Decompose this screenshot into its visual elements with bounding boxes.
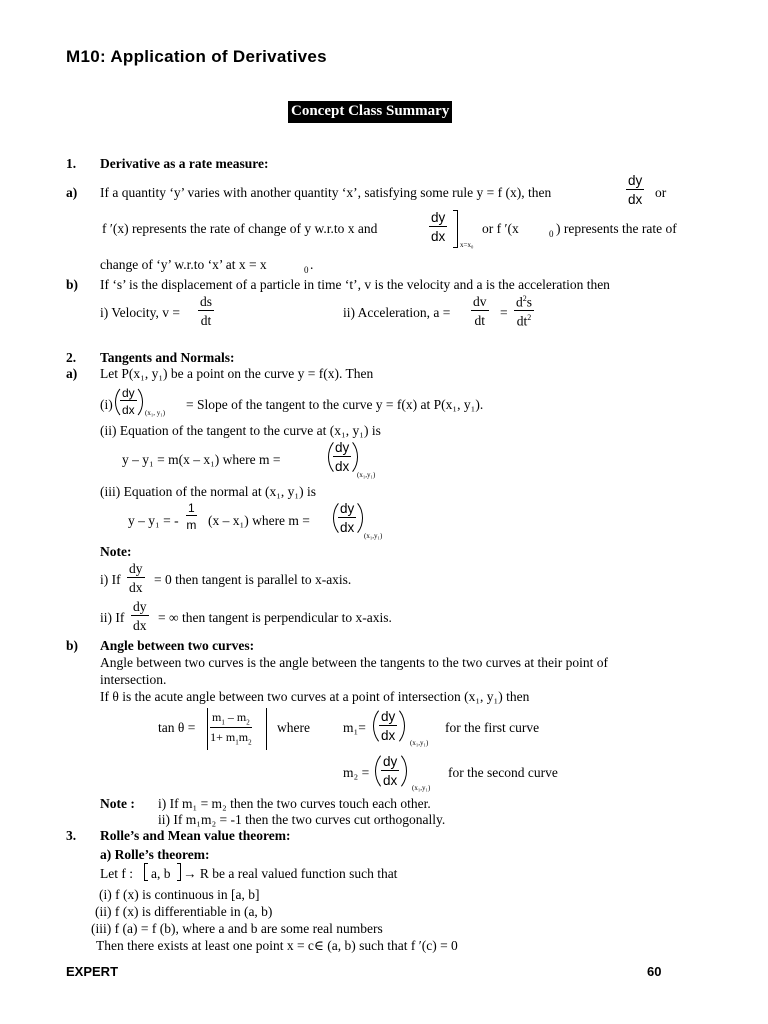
text-line: Then there exists at least one point x = c∈ (a, b) such that f ′(c) = 0: [96, 938, 458, 953]
subscript: (x₁,y₁): [410, 739, 429, 747]
equals: =: [500, 305, 508, 320]
fraction-dy-dx: $\frac{dy}{dx}$: [628, 173, 643, 207]
fraction-m1-m2: $\frac{m_1 - m_2}{1+ m_1m_2}$: [210, 710, 252, 747]
normal-equation: y – y₁ = -: [128, 513, 179, 528]
section-heading: Rolle’s and Mean value theorem:: [100, 828, 291, 843]
text-line: i) If: [100, 572, 121, 587]
fraction-ds-dt: $\frac{ds}{dt}$: [200, 294, 213, 328]
text-line: ii) If m₁m₂ = -1 then the two curves cut orthogonally.: [158, 812, 446, 827]
subsection-heading: Angle between two curves:: [100, 638, 255, 653]
fraction-dy-dx: $\frac{dy}{dx}$: [122, 386, 135, 417]
fraction-dy-dx: $\frac{dy}{dx}$: [133, 599, 147, 633]
text-line: f ′(x) represents the rate of change of y w.r.to x and: [102, 221, 378, 236]
footer-label: EXPERT: [66, 964, 119, 979]
section-heading: Tangents and Normals:: [100, 350, 235, 365]
text-where: where: [277, 720, 310, 735]
text-line: change of ‘y’ w.r.to ‘x’ at x = x: [100, 257, 267, 272]
fraction-1-m: $\frac{1}{m}$: [186, 501, 197, 532]
text-line: ii) If: [100, 610, 125, 625]
section-number: 3.: [66, 828, 77, 843]
text-line: If a quantity ‘y’ varies with another quantity ‘x’, satisfying some rule y = f (x), then: [100, 185, 552, 200]
item-label: b): [66, 277, 79, 292]
fraction-dy-dx: $\frac{dy}{dx}$: [381, 709, 396, 743]
interval-bracket: [180, 863, 181, 881]
evaluation-bar: [453, 210, 458, 211]
interval-bracket: [177, 880, 181, 881]
text-line: If ‘s’ is the displacement of a particle in time ‘t’, v is the velocity and a is the acceleration then: [100, 277, 610, 292]
subscript: 0: [549, 229, 554, 239]
condition-item: (i) f (x) is continuous in [a, b]: [99, 887, 260, 902]
text-line: (iii) Equation of the normal at (x₁, y₁) is: [100, 484, 316, 499]
fraction-dv-dt: $\frac{dv}{dt}$: [473, 294, 487, 328]
subsection-heading: a) Rolle’s theorem:: [100, 847, 210, 862]
fraction-d2s-dt2: $\frac{d^2s}{dt^2}$: [516, 294, 533, 329]
text-line: Angle between two curves is the angle between the tangents to the two curves at their point of: [100, 655, 608, 670]
fraction-dy-dx: $\frac{dy}{dx}$: [129, 561, 143, 595]
text-line: for the first curve: [445, 720, 540, 735]
page-title: M10: Application of Derivatives: [66, 47, 327, 66]
punctuation: .: [310, 257, 314, 272]
section-number: 2.: [66, 350, 77, 365]
fraction-dy-dx: $\frac{dy}{dx}$: [335, 440, 350, 474]
m2-label: m₂ =: [343, 765, 370, 780]
subscript: (x₁,y₁): [364, 532, 383, 540]
note-heading: Note:: [100, 544, 132, 559]
abs-bar: [207, 708, 208, 750]
interval-bracket: [144, 863, 148, 864]
item-label: a): [66, 185, 78, 200]
condition-item: (ii) f (x) is differentiable in (a, b): [95, 904, 273, 919]
text-line: or f ′(x: [482, 221, 519, 236]
text-line: Let P(x₁, y₁) be a point on the curve y = f(x). Then: [100, 366, 374, 381]
text-line: or: [655, 185, 667, 200]
fraction-dy-dx: $\frac{dy}{dx}$: [383, 754, 398, 788]
subscript: x=x₀: [460, 241, 474, 249]
text-line: (ii) Equation of the tangent to the curve at (x₁, y₁) is: [100, 423, 381, 438]
section-banner: Concept Class Summary: [288, 101, 452, 123]
subscript: (x₁,y₁): [412, 784, 431, 792]
section-number: 1.: [66, 156, 77, 171]
velocity-formula: i) Velocity, v =: [100, 305, 180, 320]
condition-item: (iii) f (a) = f (b), where a and b are some real numbers: [91, 921, 383, 936]
evaluation-bar: [457, 210, 458, 248]
page-number: 60: [647, 964, 662, 979]
item-label: (i): [100, 397, 113, 412]
text-line: Let f :: [100, 866, 133, 881]
text-line: for the second curve: [448, 765, 558, 780]
note-heading: Note :: [100, 796, 135, 811]
interval-bracket: [177, 863, 181, 864]
subscript: (x₁, y₁): [145, 409, 166, 417]
text-line: = ∞ then tangent is perpendicular to x-axis.: [158, 610, 392, 625]
normal-equation: (x – x₁) where m =: [208, 513, 310, 528]
text-line: = 0 then tangent is parallel to x-axis.: [154, 572, 352, 587]
m1-label: m₁=: [343, 720, 366, 735]
abs-bar: [266, 708, 267, 750]
tan-formula: tan θ =: [158, 720, 196, 735]
fraction-dy-dx: $\frac{dy}{dx}$: [431, 210, 446, 244]
subscript: (x₁,y₁): [357, 471, 376, 479]
section-heading: Derivative as a rate measure:: [100, 156, 269, 171]
tangent-equation: y – y₁ = m(x – x₁) where m =: [122, 452, 281, 467]
item-label: a): [66, 366, 78, 381]
interval-text: a, b: [151, 866, 171, 881]
acceleration-formula: ii) Acceleration, a =: [343, 305, 451, 320]
text-line: If θ is the acute angle between two curves at a point of intersection (x₁, y₁) then: [100, 689, 530, 704]
item-label: b): [66, 638, 79, 653]
evaluation-bar: [453, 247, 458, 248]
fraction-dy-dx: $\frac{dy}{dx}$: [340, 501, 355, 535]
text-line: i) If m₁ = m₂ then the two curves touch each other.: [158, 796, 431, 811]
interval-bracket: [144, 863, 145, 881]
text-line: intersection.: [100, 672, 167, 687]
subscript: 0: [304, 265, 309, 275]
text-line: ) represents the rate of: [556, 221, 677, 236]
text-line: = Slope of the tangent to the curve y = f(x) at P(x₁, y₁).: [186, 397, 484, 412]
text-line: → R be a real valued function such that: [183, 866, 398, 881]
interval-bracket: [144, 880, 148, 881]
